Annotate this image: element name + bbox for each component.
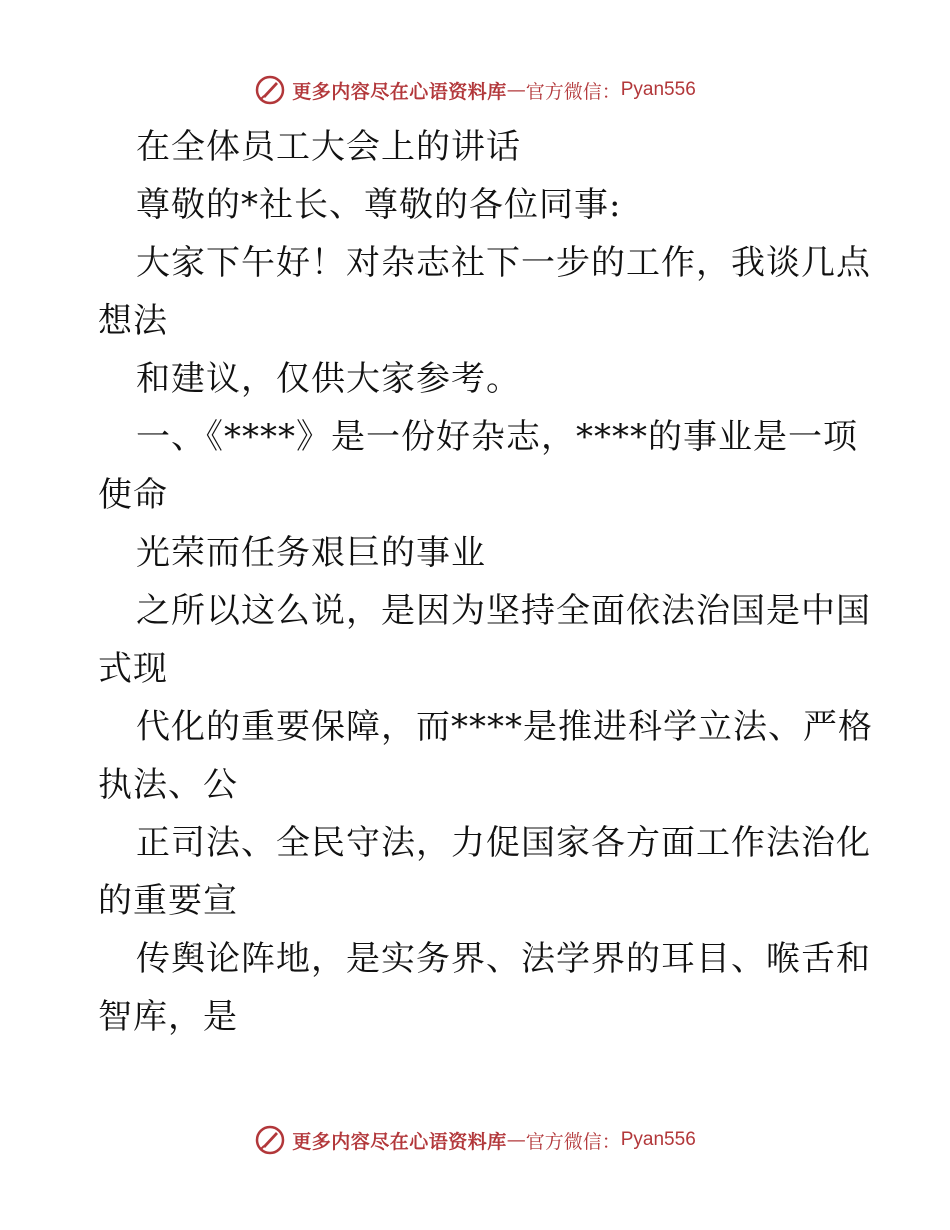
banner-text: 更多内容尽在心语资料库 <box>292 1130 507 1153</box>
text-line: 的重要宣 <box>98 881 238 921</box>
text-line: 式现 <box>98 649 168 689</box>
text-line: 智库，是 <box>98 997 238 1037</box>
banner-official: 官方微信： <box>525 1130 621 1153</box>
quill-seal-icon <box>254 74 286 106</box>
text-line: 想法 <box>98 301 168 341</box>
banner-wechat-id: Pyan556 <box>620 1129 696 1150</box>
banner-text: 更多内容尽在心语资料库 <box>292 80 507 103</box>
text-line: 执法、公 <box>98 765 238 805</box>
footer-banner <box>0 1120 950 1160</box>
text-line: 代化的重要保障，而****是推进科学立法、严格 <box>136 707 873 747</box>
text-line: 一、《****》是一份好杂志，****的事业是一项 <box>136 417 858 457</box>
banner-dash: — <box>506 1129 526 1151</box>
text-line: 光荣而任务艰巨的事业 <box>136 533 486 573</box>
banner-wechat-id: Pyan556 <box>620 79 696 100</box>
banner-official: 官方微信： <box>525 80 621 103</box>
banner-dash: — <box>506 79 526 101</box>
text-line: 传舆论阵地，是实务界、法学界的耳目、喉舌和 <box>136 939 871 979</box>
text-line: 尊敬的*社长、尊敬的各位同事: <box>136 185 622 225</box>
text-line: 和建议，仅供大家参考。 <box>136 359 521 399</box>
header-banner <box>0 70 950 110</box>
text-line: 使命 <box>98 475 168 515</box>
text-line: 大家下午好！对杂志社下一步的工作，我谈几点 <box>136 243 871 283</box>
text-line: 正司法、全民守法，力促国家各方面工作法治化 <box>136 823 871 863</box>
text-line: 在全体员工大会上的讲话 <box>136 127 521 167</box>
quill-seal-icon <box>254 1124 286 1156</box>
text-line: 之所以这么说，是因为坚持全面依法治国是中国 <box>136 591 871 631</box>
document-body <box>98 118 873 1046</box>
